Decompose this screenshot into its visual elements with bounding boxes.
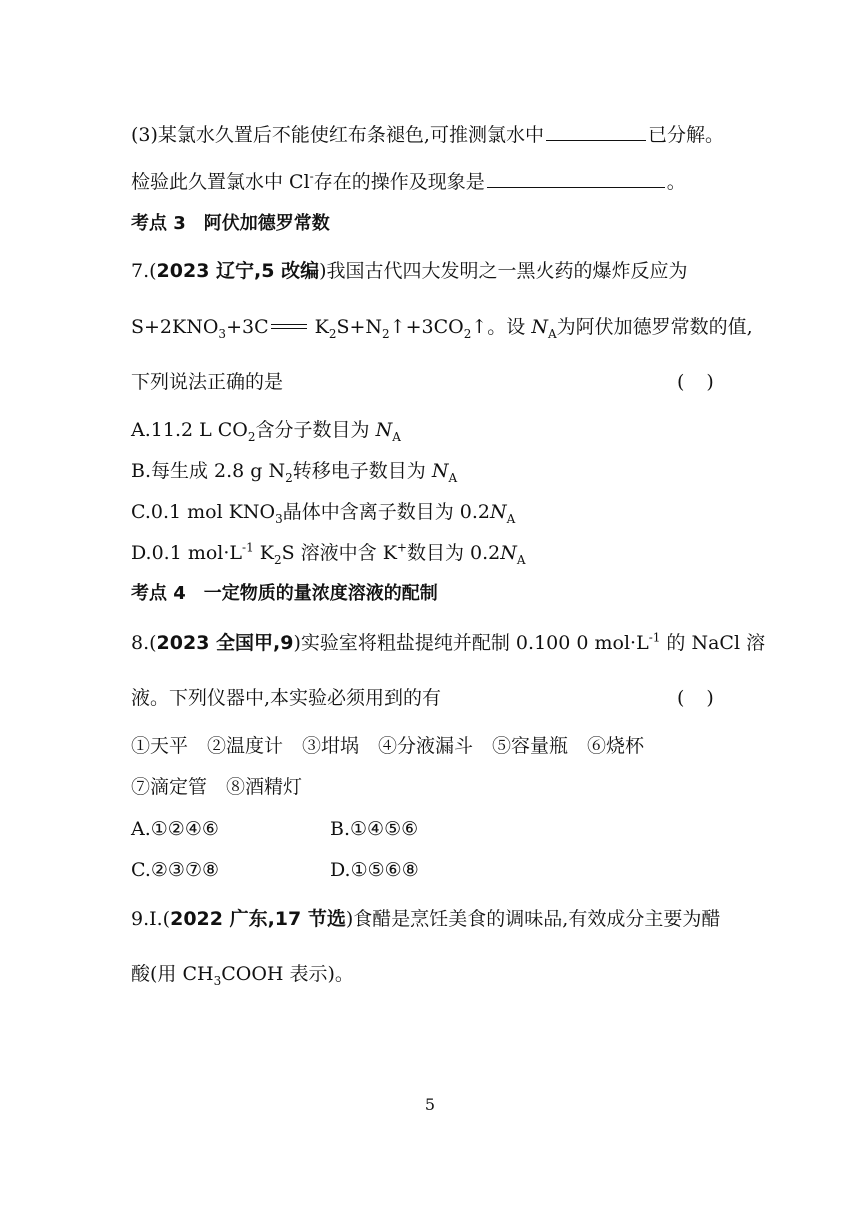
q3-text: 。 [666,171,686,193]
q8-options-row-1 [131,817,419,841]
q8-option-c[interactable]: C.②③⑦⑧ [131,859,220,881]
subscript: A [392,429,401,444]
subscript: 2 [328,326,337,341]
subscript: 2 [463,326,472,341]
answer-parentheses[interactable]: () [677,687,736,709]
q8-prefix: 8.( [131,632,157,654]
subscript: A [516,552,526,567]
q7-stem-line: 下列说法正确的是 [131,371,284,393]
option-text: 含分子数目为 [255,419,376,441]
superscript: - [309,169,314,184]
q7-option-b[interactable] [131,459,457,483]
q8-option-b[interactable]: B.①④⑤⑥ [330,818,419,840]
q3-text: 已分解。 [647,124,724,146]
superscript: -1 [242,540,254,555]
avogadro-symbol: N [431,460,449,482]
q7-line-1 [131,259,688,283]
subscript: 2 [273,552,282,567]
q7-prefix: 7.( [131,260,157,282]
subscript: A [448,470,458,485]
superscript: -1 [648,630,661,645]
avogadro-symbol: N [500,542,517,564]
subscript: 2 [285,470,293,485]
option-text: D.0.1 mol·L [131,542,243,564]
q3-line-1 [131,123,724,147]
subscript: 2 [247,429,256,444]
q8-items-line-2: ⑦滴定管 ⑧酒精灯 [131,776,303,798]
option-text: 转移电子数目为 [292,460,432,482]
q8-line-1 [131,631,765,655]
q8-items-line-1: ①天平 ②温度计 ③坩埚 ④分液漏斗 ⑤容量瓶 ⑥烧杯 [131,735,645,757]
avogadro-symbol: N [490,501,507,523]
q8-stem-line: 液。下列仪器中,本实验必须用到的有 [131,687,442,709]
question-source: 2023 辽宁,5 改编 [156,260,320,282]
q9-line-1 [131,907,720,931]
page-number: 5 [424,1095,436,1114]
subscript: 3 [213,973,222,988]
q3-text: 存在的操作及现象是 [313,171,485,193]
option-text: S 溶液中含 K [281,542,397,564]
q7-option-d[interactable] [131,541,526,565]
q9-prefix: 9.Ⅰ.( [131,908,171,930]
subscript: 3 [275,511,283,526]
eq-text: S+2KNO [131,316,219,338]
q7-option-c[interactable] [131,500,515,524]
q8-stem: 的 NaCl 溶 [660,632,766,654]
avogadro-symbol: N [375,419,393,441]
q3-text: 检验此久置氯水中 Cl [131,171,310,193]
section-heading-3: 考点 3 阿伏加德罗常数 [131,213,330,234]
option-text: 数目为 0.2 [406,542,501,564]
q8-stem: )实验室将粗盐提纯并配制 0.100 0 mol·L [293,632,649,654]
eq-text: K [308,316,329,338]
question-source: 2023 全国甲,9 [156,632,294,654]
q7-option-a[interactable] [131,418,401,442]
eq-text: ↑。设 [471,316,532,338]
q7-stem: )我国古代四大发明之一黑火药的爆炸反应为 [319,260,688,282]
reaction-equals-sign [269,322,309,334]
option-text: A.11.2 L CO [131,419,248,441]
subscript: 2 [382,326,390,341]
answer-blank[interactable] [546,139,646,141]
q9-stem: )食醋是烹饪美食的调味品,有效成分主要为醋 [345,908,721,930]
q3-line-2 [131,170,686,194]
subscript: A [547,326,557,341]
q8-option-a[interactable]: A.①②④⑥ [131,818,219,840]
question-source: 2022 广东,17 节选 [170,908,346,930]
option-text: B.每生成 2.8 g N [131,460,286,482]
subscript: 3 [218,326,227,341]
q9-text: 酸(用 CH [131,963,214,985]
subscript: A [506,511,516,526]
eq-text: ↑+3CO [389,316,464,338]
q8-options-row-2 [131,858,419,882]
q9-text: COOH 表示)。 [221,963,354,985]
q8-option-d[interactable]: D.①⑤⑥⑧ [330,859,419,881]
q3-text: (3)某氯水久置后不能使红布条褪色,可推测氯水中 [131,124,544,146]
answer-blank[interactable] [487,186,665,188]
eq-text: 为阿伏加德罗常数的值, [556,316,753,338]
eq-text: S+N [336,316,383,338]
answer-parentheses[interactable]: () [677,371,736,393]
q7-equation-line [131,315,753,339]
option-text: K [253,542,274,564]
option-text: 晶体中含离子数目为 0.2 [282,501,491,523]
option-text: C.0.1 mol KNO [131,501,276,523]
q9-line-2 [131,962,354,986]
section-heading-4: 考点 4 一定物质的量浓度溶液的配制 [131,583,438,604]
avogadro-symbol: N [531,316,548,338]
superscript: + [396,540,407,555]
eq-text: +3C [226,316,269,338]
